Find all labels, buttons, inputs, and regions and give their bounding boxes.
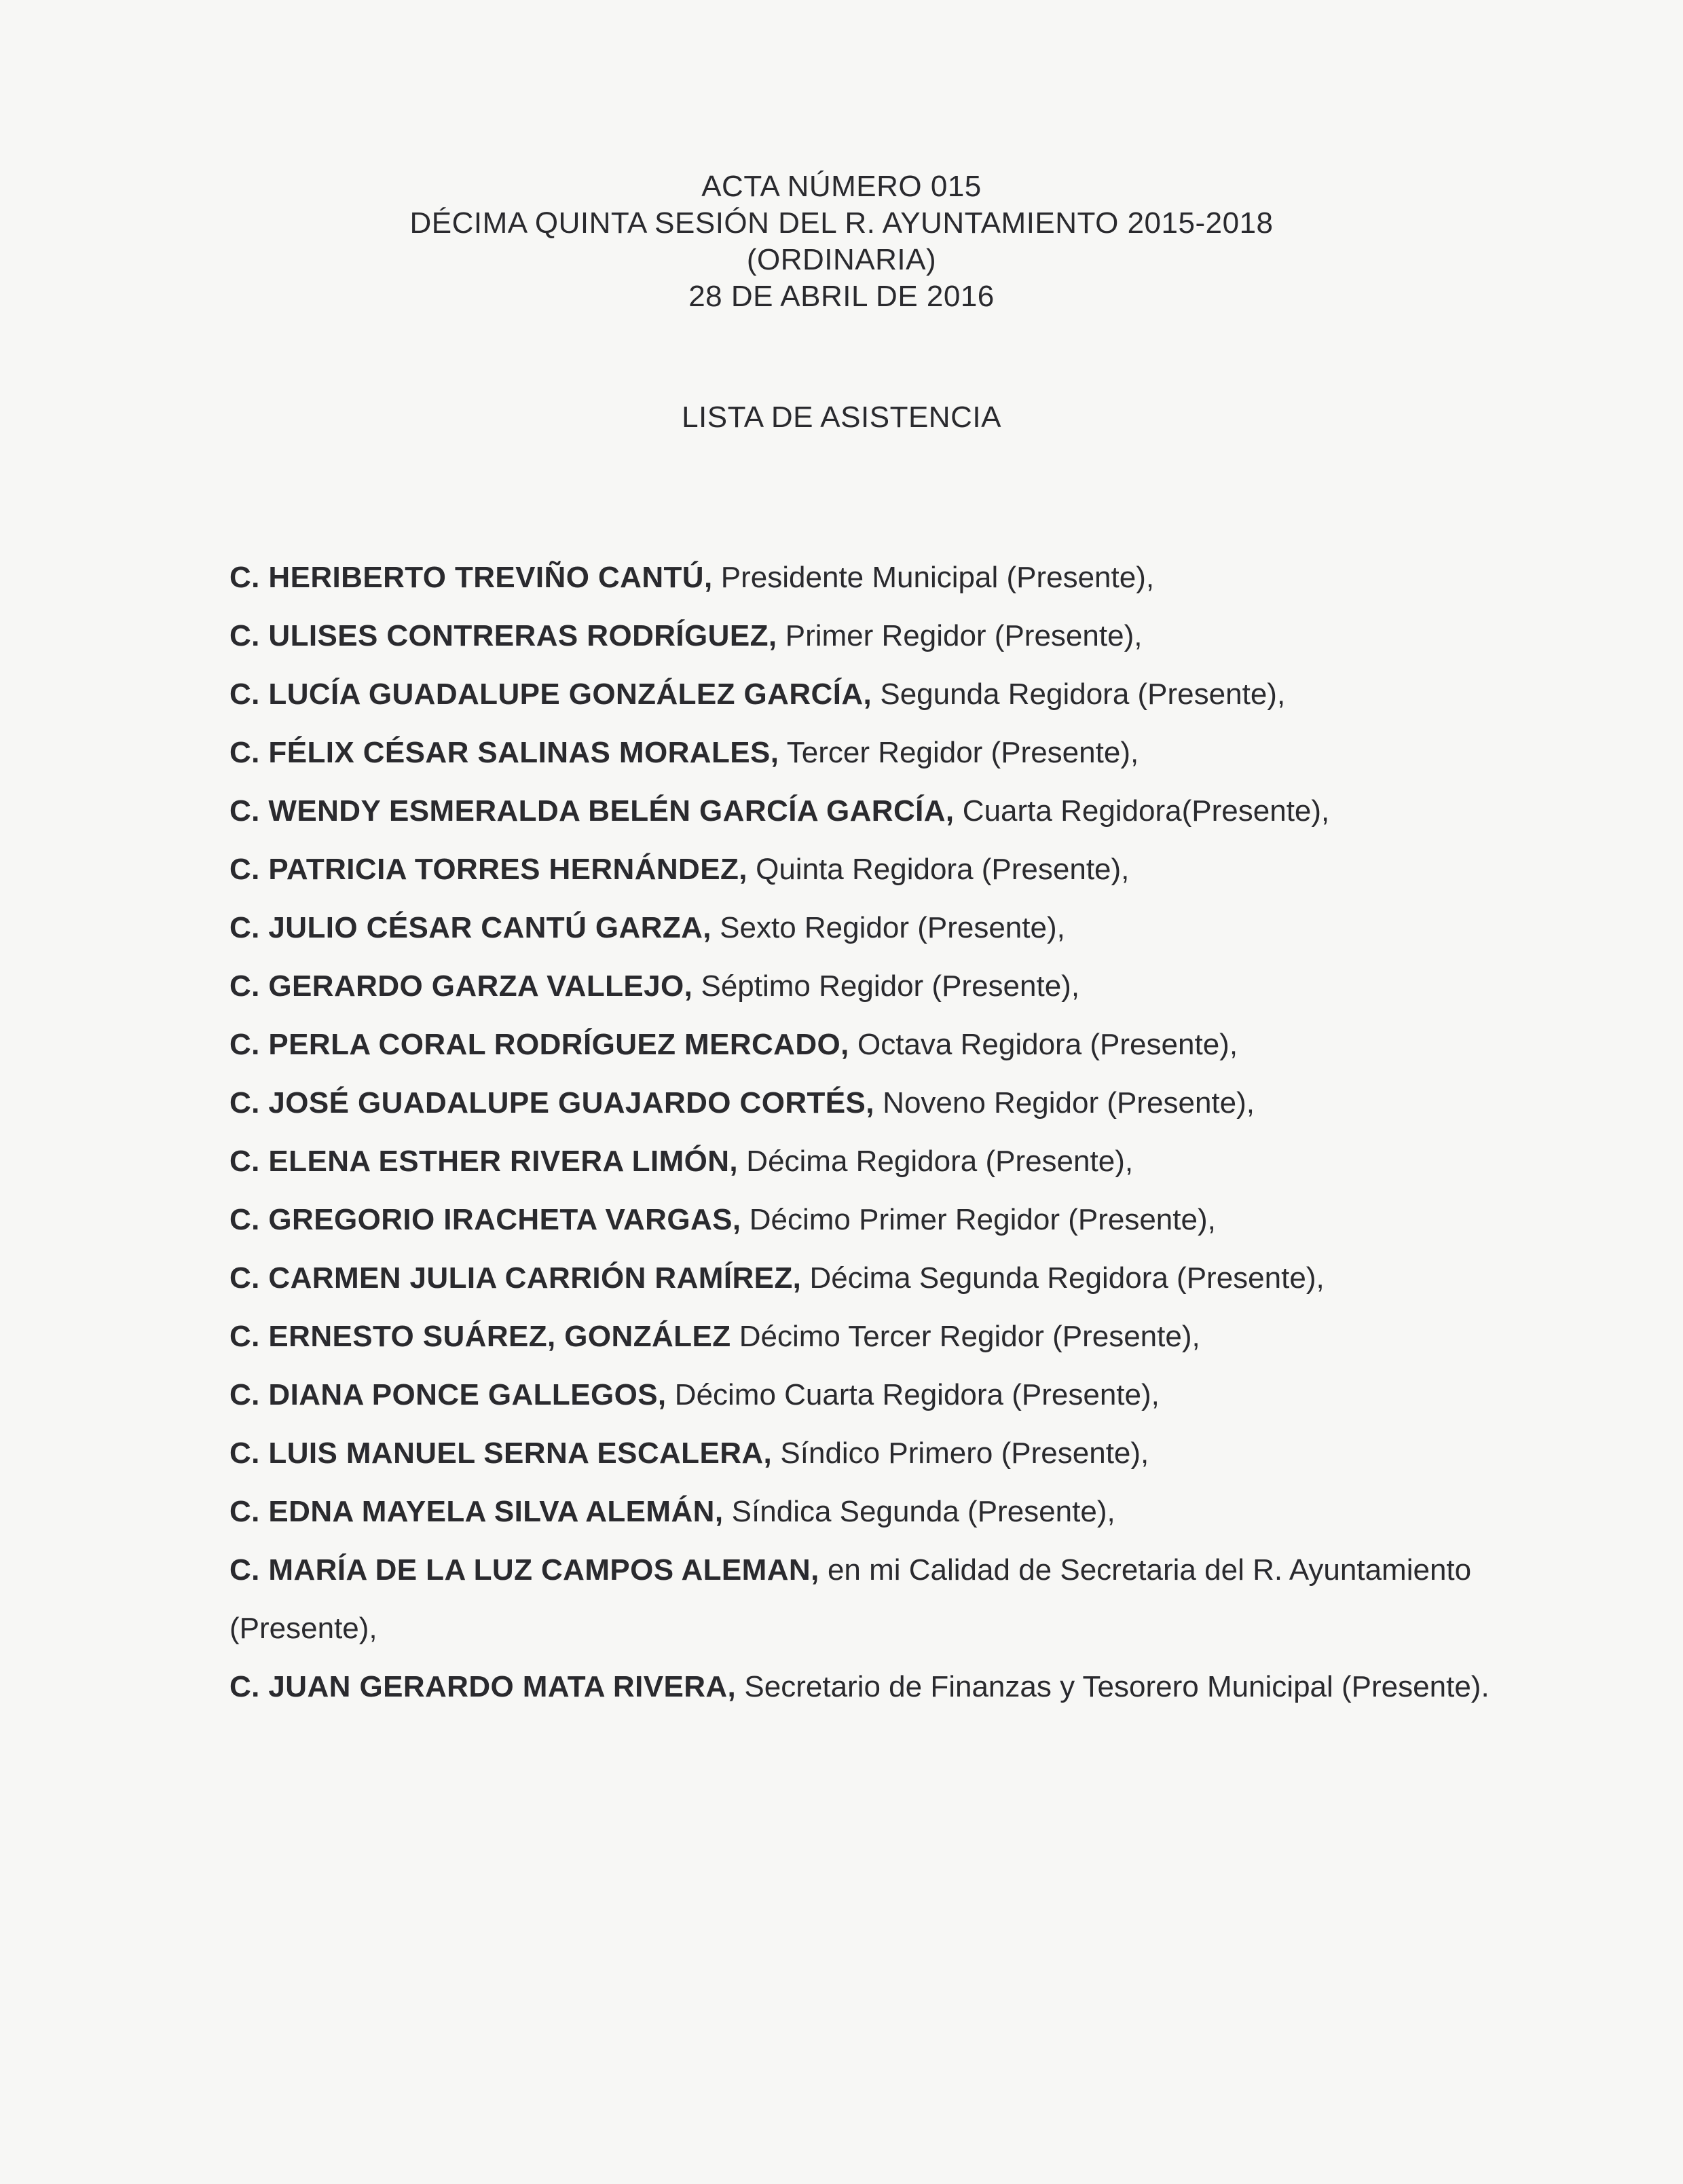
attendee-name: C. DIANA PONCE GALLEGOS,: [229, 1378, 667, 1411]
attendee-role: Octava Regidora (Presente),: [849, 1028, 1238, 1061]
attendee-role: Décima Segunda Regidora (Presente),: [801, 1261, 1325, 1295]
attendee-role: Síndica Segunda (Presente),: [723, 1495, 1115, 1528]
attendee-name: C. LUIS MANUEL SERNA ESCALERA,: [229, 1437, 773, 1470]
list-item: [229, 665, 1519, 724]
attendee-name: C. LUCÍA GUADALUPE GONZÁLEZ GARCÍA,: [229, 678, 872, 711]
attendee-name: C. ERNESTO SUÁREZ, GONZÁLEZ: [229, 1320, 731, 1353]
list-item: [229, 1366, 1519, 1424]
attendee-name: C. PERLA CORAL RODRÍGUEZ MERCADO,: [229, 1028, 849, 1061]
session-title: DÉCIMA QUINTA SESIÓN DEL R. AYUNTAMIENTO 2015-2018: [409, 206, 1274, 240]
attendee-role: Segunda Regidora (Presente),: [872, 678, 1286, 711]
attendee-name: C. WENDY ESMERALDA BELÉN GARCÍA GARCÍA,: [229, 794, 955, 828]
list-item: [229, 899, 1519, 957]
list-item: [229, 1074, 1519, 1132]
list-item: [229, 1132, 1519, 1191]
list-item: [229, 549, 1519, 607]
attendee-name: C. FÉLIX CÉSAR SALINAS MORALES,: [229, 736, 779, 769]
document-header: [0, 168, 1683, 315]
list-item: [229, 1191, 1519, 1249]
section-title: LISTA DE ASISTENCIA: [682, 401, 1001, 434]
session-date: 28 DE ABRIL DE 2016: [688, 280, 995, 313]
attendee-role: Décima Regidora (Presente),: [738, 1145, 1134, 1178]
list-item: [229, 1016, 1519, 1074]
attendee-role: Secretario de Finanzas y Tesorero Municipal (Presente).: [736, 1670, 1490, 1703]
list-item: [229, 1308, 1519, 1366]
list-item: [229, 957, 1519, 1016]
attendee-role: Sexto Regidor (Presente),: [711, 911, 1065, 944]
attendee-name: C. EDNA MAYELA SILVA ALEMÁN,: [229, 1495, 724, 1528]
list-item: [229, 607, 1519, 665]
attendee-role: en mi Calidad de Secretaria del R. Ayuntamiento (Presente),: [229, 1553, 1472, 1645]
list-item: [229, 1249, 1519, 1308]
list-item: [229, 1541, 1519, 1658]
list-item: [229, 1483, 1519, 1541]
attendee-name: C. GERARDO GARZA VALLEJO,: [229, 969, 693, 1003]
attendee-role: Tercer Regidor (Presente),: [779, 736, 1139, 769]
attendee-name: C. PATRICIA TORRES HERNÁNDEZ,: [229, 853, 747, 886]
list-item: [229, 782, 1519, 840]
attendee-name: C. JUAN GERARDO MATA RIVERA,: [229, 1670, 737, 1703]
attendee-role: Noveno Regidor (Presente),: [874, 1086, 1255, 1119]
attendee-role: Décimo Tercer Regidor (Presente),: [730, 1320, 1200, 1353]
list-item: [229, 1424, 1519, 1483]
attendee-name: C. HERIBERTO TREVIÑO CANTÚ,: [229, 561, 713, 594]
session-type: (ORDINARIA): [746, 243, 937, 276]
attendee-role: Décimo Primer Regidor (Presente),: [741, 1203, 1216, 1236]
attendee-role: Cuarta Regidora(Presente),: [954, 794, 1330, 828]
attendee-role: Primer Regidor (Presente),: [777, 619, 1143, 652]
attendee-role: Síndico Primero (Presente),: [772, 1437, 1149, 1470]
attendee-name: C. CARMEN JULIA CARRIÓN RAMÍREZ,: [229, 1261, 802, 1295]
list-item: [229, 1658, 1519, 1716]
attendee-name: C. GREGORIO IRACHETA VARGAS,: [229, 1203, 741, 1236]
attendance-list: [229, 549, 1519, 1716]
list-item: [229, 724, 1519, 782]
attendee-name: C. ULISES CONTRERAS RODRÍGUEZ,: [229, 619, 777, 652]
attendee-role: Quinta Regidora (Presente),: [747, 853, 1130, 886]
attendee-role: Presidente Municipal (Presente),: [712, 561, 1155, 594]
attendee-role: Décimo Cuarta Regidora (Presente),: [666, 1378, 1160, 1411]
list-item: [229, 840, 1519, 899]
attendee-name: C. ELENA ESTHER RIVERA LIMÓN,: [229, 1145, 739, 1178]
attendee-name: C. JULIO CÉSAR CANTÚ GARZA,: [229, 911, 711, 944]
attendee-role: Séptimo Regidor (Presente),: [692, 969, 1080, 1003]
attendee-name: C. MARÍA DE LA LUZ CAMPOS ALEMAN,: [229, 1553, 819, 1587]
acta-number: ACTA NÚMERO 015: [701, 170, 982, 203]
attendee-name: C. JOSÉ GUADALUPE GUAJARDO CORTÉS,: [229, 1086, 874, 1119]
